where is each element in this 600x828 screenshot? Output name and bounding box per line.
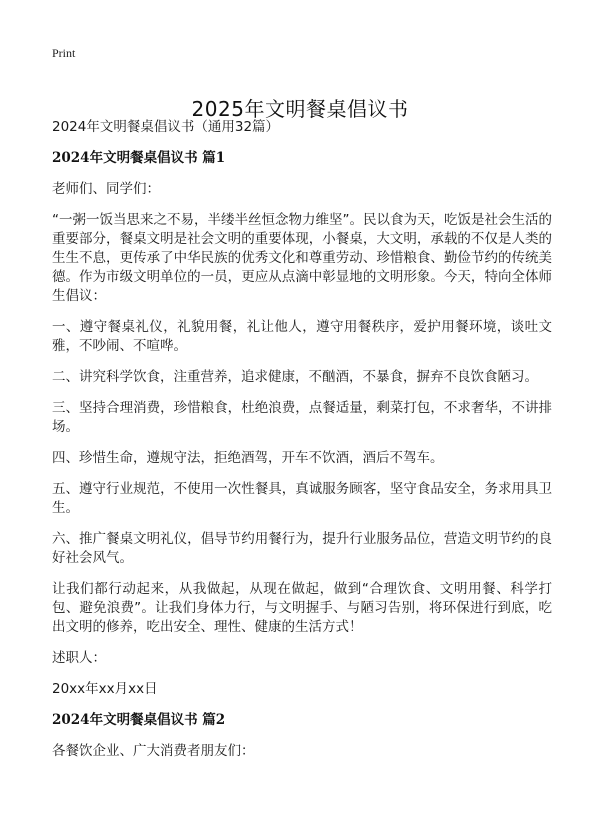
proposal-item-5: 五、遵守行业规范，不使用一次性餐具，真诚服务顾客，坚守食品安全，务求用具卫生。 [52, 481, 552, 516]
proposal-item-2: 二、讲究科学饮食，注重营养，追求健康，不酗酒，不暴食，摒弃不良饮食陋习。 [52, 369, 538, 385]
document-subtitle: 2024年文明餐桌倡议书（通用32篇） [52, 119, 280, 135]
date-line: 20xx年xx月xx日 [52, 681, 158, 697]
proposal-item-1: 一、遵守餐桌礼仪，礼貌用餐，礼让他人，遵守用餐秩序，爱护用餐环境，谈吐文雅，不吵闹、不喧哗。 [52, 319, 552, 354]
salutation: 老师们、同学们： [52, 181, 160, 197]
proposal-item-6: 六、推广餐桌文明礼仪，倡导节约用餐行为，提升行业服务品位，营造文明节约的良好社会风气。 [52, 531, 552, 566]
print-label[interactable]: Print [52, 46, 76, 60]
section-heading-2: 2024年文明餐桌倡议书 篇2 [52, 712, 226, 728]
intro-paragraph: “一粥一饭当思来之不易，半缕半丝恒念物力维坚”。民以食为天，吃饭是社会生活的重要部分，餐桌文明是社会文明的重要体现，小餐桌，大文明，承载的不仅是人类的生生不息，更传承了中华民族的优秀文化和尊重劳动、珍惜粮食、勤俭节约的传统美德。作为市级文明单位的一员，更应从点滴中彰显地的文明形象。今天，特向全体师生倡议： [52, 212, 552, 304]
signature-label: 述职人： [52, 650, 106, 666]
salutation-2: 各餐饮企业、广大消费者朋友们： [52, 743, 255, 759]
page-title: 2025年文明餐桌倡议书 [191, 97, 409, 122]
proposal-item-3: 三、坚持合理消费，珍惜粮食，杜绝浪费，点餐适量，剩菜打包，不求奢华，不讲排场。 [52, 400, 552, 435]
section-heading-1: 2024年文明餐桌倡议书 篇1 [52, 150, 226, 166]
proposal-item-4: 四、珍惜生命，遵规守法，拒绝酒驾，开车不饮酒，酒后不驾车。 [52, 450, 444, 466]
document-body [52, 118, 552, 773]
closing-paragraph: 让我们都行动起来，从我做起，从现在做起，做到“合理饮食、文明用餐、科学打包、避免浪费”。让我们身体力行，与文明握手、与陋习告别，将环保进行到底，吃出文明的修养，吃出安全、理性、健康的生活方式！ [52, 581, 552, 635]
